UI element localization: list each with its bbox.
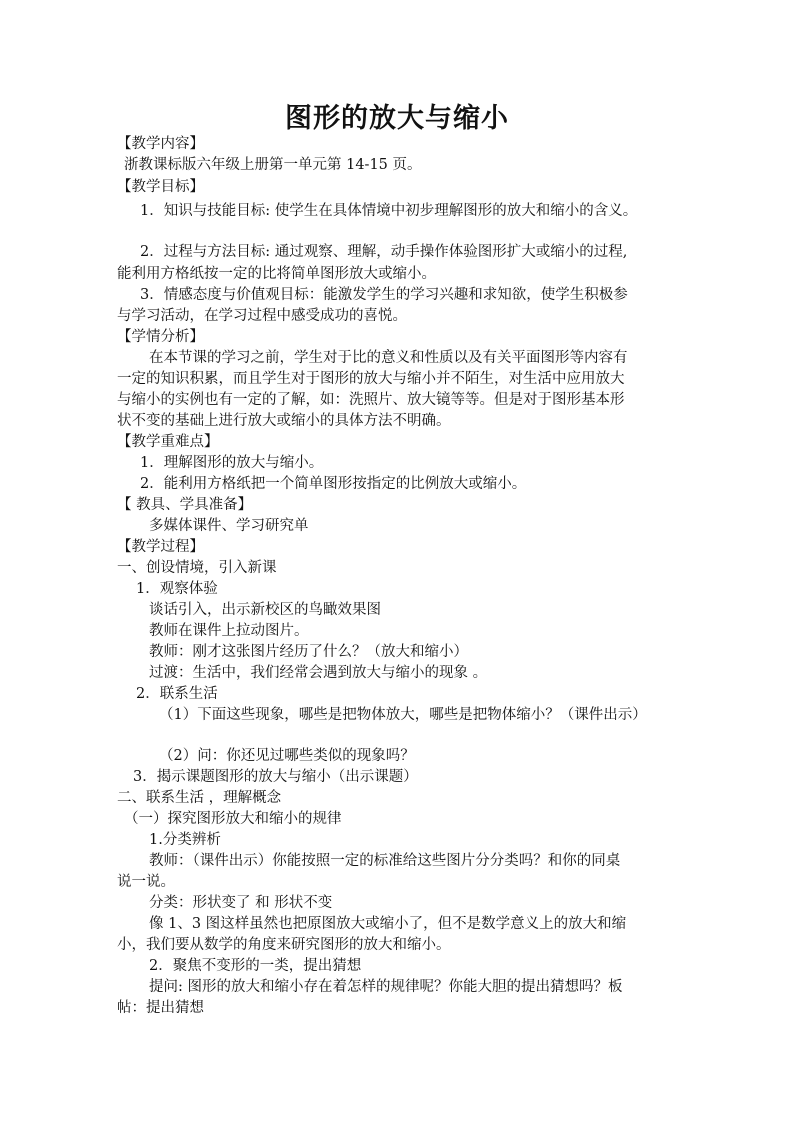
text-line: 与学习活动，在学习过程中感受成功的喜悦。 xyxy=(117,308,407,324)
section-heading-content: 【教学内容】 xyxy=(117,136,204,152)
text-line: 一定的知识积累，而且学生对于图形的放大与缩小并不陌生，对生活中应用放大 xyxy=(117,371,625,387)
text-line: 像 1、3 图这样虽然也把原图放大或缩小了，但不是数学意义上的放大和缩 xyxy=(149,916,627,932)
text-line: 谈话引入，出示新校区的鸟瞰效果图 xyxy=(149,602,381,618)
text-line: 说一说。 xyxy=(117,874,175,890)
text-line: 过渡：生活中，我们经常会遇到放大与缩小的现象 。 xyxy=(149,665,488,681)
text-line: （1）下面这些现象，哪些是把物体放大，哪些是把物体缩小？（课件出示） xyxy=(159,707,647,723)
text-line: 教师：刚才这张图片经历了什么？（放大和缩小） xyxy=(149,644,468,660)
text-line: 一、创设情境，引入新课 xyxy=(117,560,277,576)
text-line: 多媒体课件、学习研究单 xyxy=(149,518,309,534)
text-line: 2．联系生活 xyxy=(136,686,218,702)
text-line: 3．揭示课题图形的放大与缩小（出示课题） xyxy=(133,769,418,785)
section-heading-keypoints: 【教学重难点】 xyxy=(117,434,219,450)
text-line: 1.分类辨析 xyxy=(149,832,221,848)
text-line: 教师：（课件出示）你能按照一定的标准给这些图片分分类吗？和你的同桌 xyxy=(149,853,621,869)
text-line: 状不变的基础上进行放大或缩小的具体方法不明确。 xyxy=(117,413,451,429)
section-heading-materials: 【 教具、学具准备】 xyxy=(117,497,253,513)
text-line: 帖：提出猜想 xyxy=(117,1000,204,1016)
page-title: 图形的放大与缩小 xyxy=(285,103,509,134)
text-line: 与缩小的实例也有一定的了解，如：洗照片、放大镜等等。但是对于图形基本形 xyxy=(117,392,625,408)
text-line: （一）探究图形放大和缩小的规律 xyxy=(124,811,342,827)
text-line: 2．聚焦不变形的一类，提出猜想 xyxy=(149,958,362,974)
text-line: 浙教课标版六年级上册第一单元第 14-15 页。 xyxy=(124,157,422,173)
text-line: 2．过程与方法目标: 通过观察、理解，动手操作体验图形扩大或缩小的过程, xyxy=(140,244,628,260)
text-line: 提问: 图形的放大和缩小存在着怎样的规律呢？你能大胆的提出猜想吗？板 xyxy=(149,979,623,995)
text-line: 小，我们要从数学的角度来研究图形的放大和缩小。 xyxy=(117,937,451,953)
text-line: 2．能利用方格纸把一个简单图形按指定的比例放大或缩小。 xyxy=(140,476,527,492)
section-heading-process: 【教学过程】 xyxy=(117,539,204,555)
text-line: 1．理解图形的放大与缩小。 xyxy=(140,455,324,471)
text-line: 在本节课的学习之前，学生对于比的意义和性质以及有关平面图形等内容有 xyxy=(149,350,628,366)
text-line: 分类：形状变了 和 形状不变 xyxy=(149,895,333,911)
text-line: 3．情感态度与价值观目标：能激发学生的学习兴趣和求知欲，使学生积极参 xyxy=(140,287,628,303)
section-heading-analysis: 【学情分析】 xyxy=(117,329,204,345)
text-line: 教师在课件上拉动图片。 xyxy=(149,623,309,639)
section-heading-objectives: 【教学目标】 xyxy=(117,179,204,195)
text-line: 能利用方格纸按一定的比将简单图形放大或缩小。 xyxy=(117,266,436,282)
text-line: 1．观察体验 xyxy=(136,581,218,597)
text-line: （2）问：你还见过哪些类似的现象吗？ xyxy=(159,748,415,764)
text-line: 二、联系生活 ，理解概念 xyxy=(117,790,282,806)
text-line: 1．知识与技能目标: 使学生在具体情境中初步理解图形的放大和缩小的含义。 xyxy=(140,203,638,219)
